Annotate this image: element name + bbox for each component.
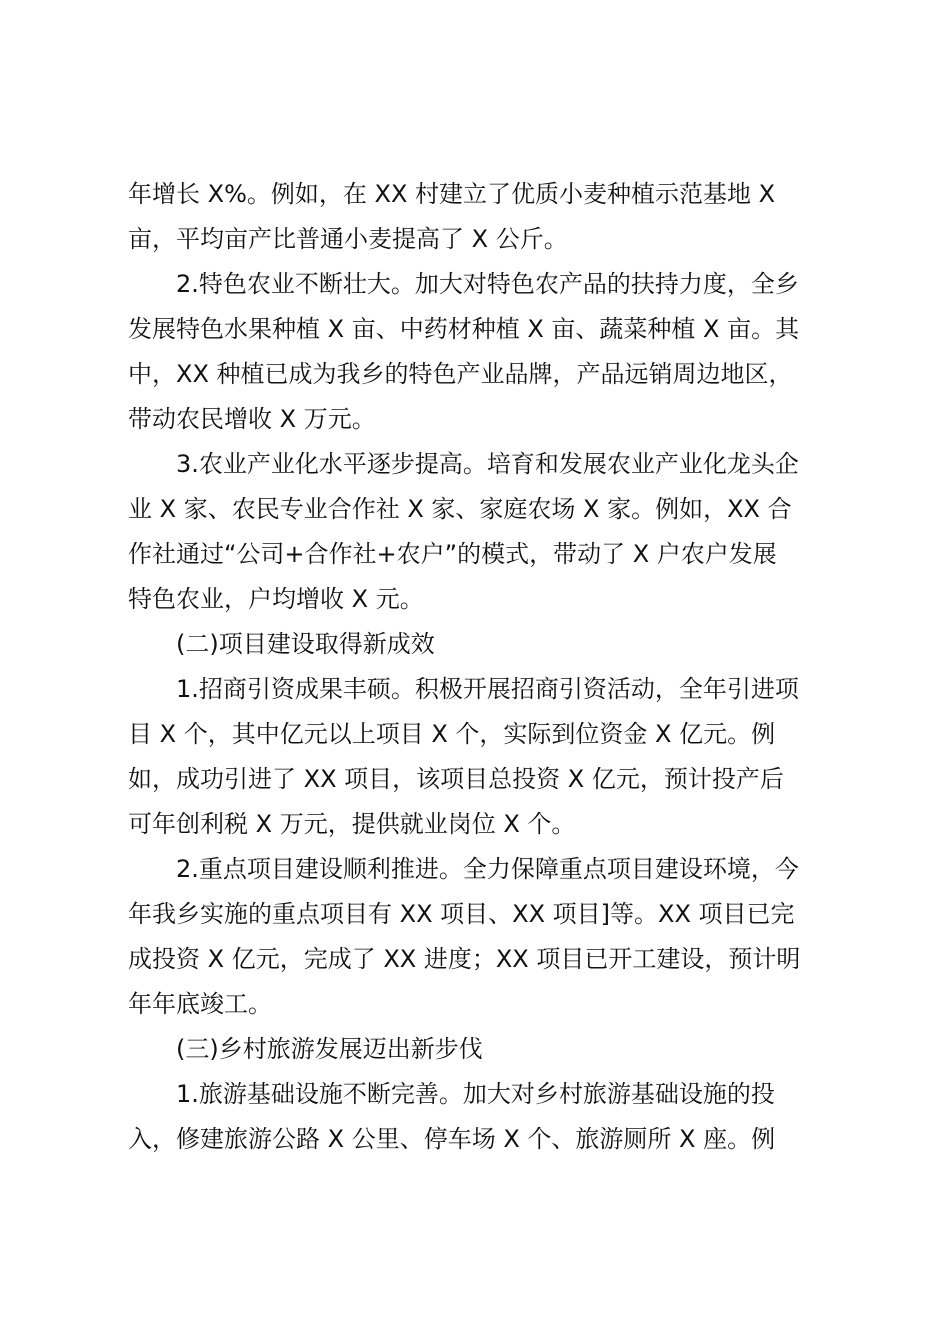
text-line: 带动农民增收 X 万元。: [128, 405, 376, 433]
text-line: 中，XX 种植已成为我乡的特色产业品牌，产品远销周边地区，: [128, 360, 793, 388]
text-line: 发展特色水果种植 X 亩、中药材种植 X 亩、蔬菜种植 X 亩。其: [128, 315, 800, 343]
text-line: 3.农业产业化水平逐步提高。培育和发展农业产业化龙头企: [176, 450, 799, 478]
section-heading: (二)项目建设取得新成效: [176, 630, 435, 658]
text-line: 1.旅游基础设施不断完善。加大对乡村旅游基础设施的投: [176, 1080, 775, 1108]
text-line: 2.特色农业不断壮大。加大对特色农产品的扶持力度，全乡: [176, 270, 799, 298]
text-line: 亩，平均亩产比普通小麦提高了 X 公斤。: [128, 225, 568, 253]
text-line: 目 X 个，其中亿元以上项目 X 个，实际到位资金 X 亿元。例: [128, 720, 776, 748]
text-line: 如，成功引进了 XX 项目，该项目总投资 X 亿元，预计投产后: [128, 765, 784, 793]
text-line: 入，修建旅游公路 X 公里、停车场 X 个、旅游厕所 X 座。例: [128, 1125, 776, 1153]
text-line: 年我乡实施的重点项目有 XX 项目、XX 项目]等。XX 项目已完: [128, 900, 795, 928]
text-line: 成投资 X 亿元，完成了 XX 进度；XX 项目已开工建设，预计明: [128, 945, 801, 973]
text-line: 年年底竣工。: [128, 990, 272, 1018]
document-body: [128, 172, 834, 1162]
text-line: 可年创利税 X 万元，提供就业岗位 X 个。: [128, 810, 576, 838]
text-line: 年增长 X%。例如，在 XX 村建立了优质小麦种植示范基地 X: [128, 180, 776, 208]
section-heading: (三)乡村旅游发展迈出新步伐: [176, 1035, 483, 1063]
text-line: 作社通过“公司+合作社+农户”的模式，带动了 X 户农户发展: [128, 540, 777, 568]
text-line: 1.招商引资成果丰硕。积极开展招商引资活动，全年引进项: [176, 675, 799, 703]
text-line: 业 X 家、农民专业合作社 X 家、家庭农场 X 家。例如，XX 合: [128, 495, 792, 523]
text-line: 2.重点项目建设顺利推进。全力保障重点项目建设环境，今: [176, 855, 799, 883]
text-line: 特色农业，户均增收 X 元。: [128, 585, 424, 613]
